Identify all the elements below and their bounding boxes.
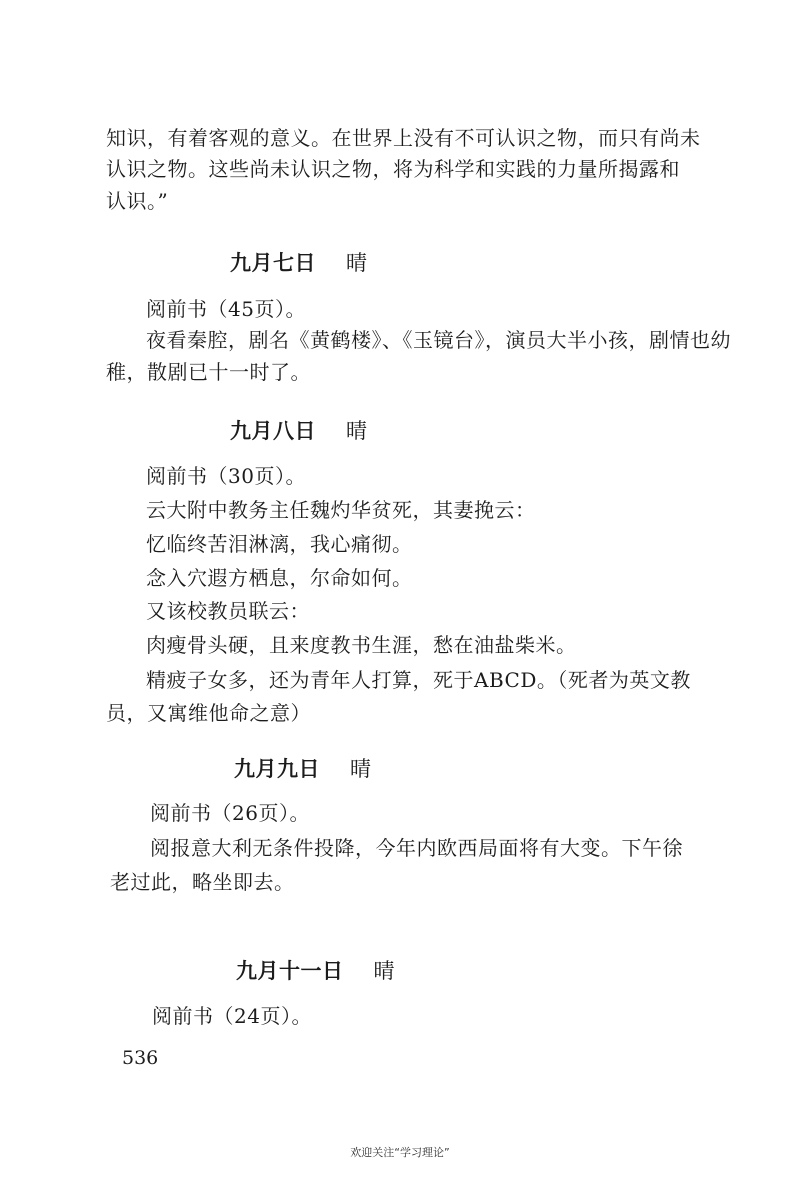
footer-note: 欢迎关注“学习理论” (350, 1146, 450, 1159)
entry-date: 九月九日 (234, 756, 320, 781)
entry-line: 阅前书（24页）。 (152, 1004, 312, 1028)
entry-line: 忆临终苦泪淋漓，我心痛彻。 (146, 532, 413, 556)
entry-line: 念入穴遐方栖息，尔命如何。 (146, 566, 413, 590)
continuation-line-2: 认识之物。这些尚未认识之物，将为科学和实践的力量所揭露和 (106, 157, 680, 181)
entry-date: 九月七日 (230, 250, 316, 275)
entry-line: 稚，散剧已十一时了。 (106, 360, 311, 384)
entry-heading (230, 250, 368, 276)
entry-date: 九月十一日 (236, 958, 344, 983)
entry-heading (230, 418, 368, 444)
entry-line: 阅前书（45页）。 (146, 297, 306, 321)
entry-line: 云大附中教务主任魏灼华贫死，其妻挽云： (146, 498, 536, 522)
entry-heading (234, 756, 372, 782)
entry-weather: 晴 (346, 419, 368, 443)
entry-date: 九月八日 (230, 418, 316, 443)
entry-weather: 晴 (350, 757, 372, 781)
entry-weather: 晴 (346, 251, 368, 275)
entry-line: 又该校教员联云： (146, 599, 310, 623)
continuation-line-1: 知识，有着客观的意义。在世界上没有不可认识之物，而只有尚未 (106, 126, 701, 150)
page-number: 536 (122, 1047, 159, 1069)
entry-line: 阅前书（30页）。 (146, 464, 306, 488)
entry-heading (236, 958, 395, 984)
entry-line: 员，又寓维他命之意） (106, 701, 311, 725)
entry-line: 肉瘦骨头硬，且来度教书生涯，愁在油盐柴米。 (146, 633, 577, 657)
entry-line: 阅报意大利无条件投降，今年内欧西局面将有大变。下午徐 (150, 836, 683, 860)
entry-weather: 晴 (373, 959, 395, 983)
entry-line: 老过此，略坐即去。 (110, 870, 295, 894)
entry-line: 夜看秦腔，剧名《黄鹤楼》、《玉镜台》，演员大半小孩，剧情也幼 (146, 328, 731, 352)
entry-line: 精疲子女多，还为青年人打算，死于ABCD。（死者为英文教 (146, 668, 691, 692)
continuation-line-3: 认识。” (106, 189, 169, 213)
entry-line: 阅前书（26页）。 (150, 801, 310, 825)
